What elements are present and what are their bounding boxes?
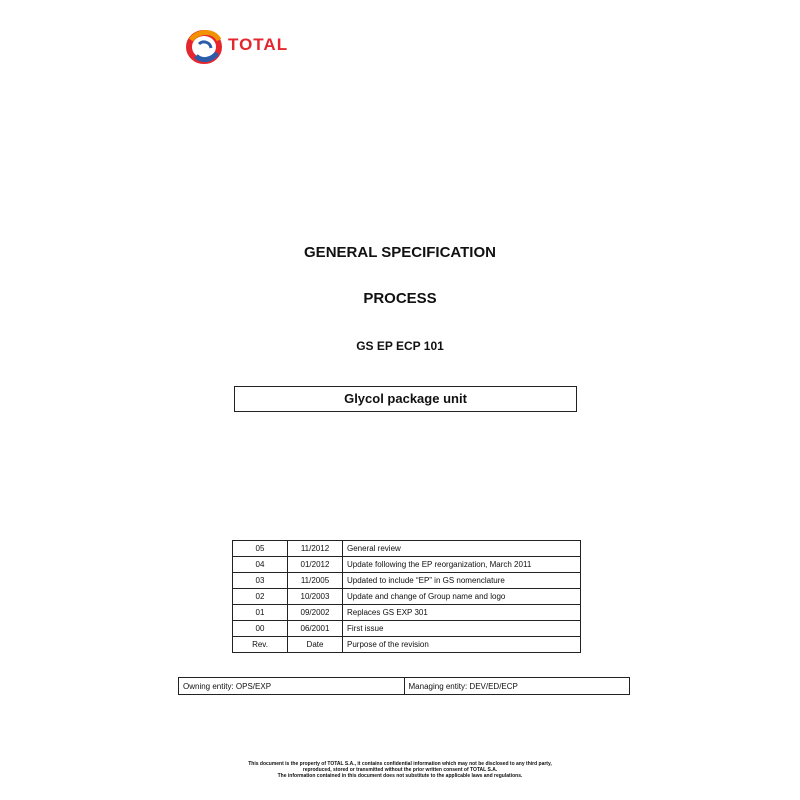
- revision-purpose: Update and change of Group name and logo: [343, 589, 581, 605]
- revision-purpose: Update following the EP reorganization, March 2011: [343, 557, 581, 573]
- revision-row: [233, 541, 581, 557]
- revision-row: [233, 573, 581, 589]
- total-logo-icon: [184, 26, 224, 66]
- revision-date: 09/2002: [288, 605, 343, 621]
- revision-date: 11/2005: [288, 573, 343, 589]
- footer-line: This document is the property of TOTAL S.A., it contains confidential information which may not be disclosed to any third party,: [248, 761, 552, 767]
- revision-number: 01: [233, 605, 288, 621]
- footer-line: The information contained in this document does not substitute to the applicable laws and regulations.: [277, 773, 523, 779]
- revision-purpose: Replaces GS EXP 301: [343, 605, 581, 621]
- revision-header-date: Date: [288, 637, 343, 653]
- revision-header-purpose: Purpose of the revision: [343, 637, 581, 653]
- confidentiality-footer: [0, 761, 800, 779]
- revision-purpose: First issue: [343, 621, 581, 637]
- entities-table: [178, 677, 630, 695]
- revision-number: 03: [233, 573, 288, 589]
- revision-date: 01/2012: [288, 557, 343, 573]
- revision-date: 06/2001: [288, 621, 343, 637]
- revision-date: 10/2003: [288, 589, 343, 605]
- document-title: GENERAL SPECIFICATION: [304, 244, 496, 261]
- revision-purpose: General review: [343, 541, 581, 557]
- revision-row: [233, 605, 581, 621]
- company-logo: [184, 26, 304, 66]
- revision-row: [233, 589, 581, 605]
- document-category: PROCESS: [363, 290, 437, 307]
- revision-header-rev: Rev.: [233, 637, 288, 653]
- revision-header-row: [233, 637, 581, 653]
- revision-number: 05: [233, 541, 288, 557]
- revision-date: 11/2012: [288, 541, 343, 557]
- revision-number: 00: [233, 621, 288, 637]
- revision-row: [233, 557, 581, 573]
- document-code: GS EP ECP 101: [356, 339, 444, 353]
- revision-table: [232, 540, 581, 653]
- revision-row: [233, 621, 581, 637]
- revision-number: 02: [233, 589, 288, 605]
- revision-purpose: Updated to include “EP” in GS nomenclature: [343, 573, 581, 589]
- logo-text: TOTAL: [228, 35, 289, 54]
- managing-entity: Managing entity: DEV/ED/ECP: [404, 678, 630, 695]
- owning-entity: Owning entity: OPS/EXP: [179, 678, 405, 695]
- entities-row: [179, 678, 630, 695]
- document-subject: Glycol package unit: [234, 386, 577, 412]
- revision-number: 04: [233, 557, 288, 573]
- footer-line: reproduced, stored or transmitted without the prior written consent of TOTAL S.A.: [302, 767, 498, 773]
